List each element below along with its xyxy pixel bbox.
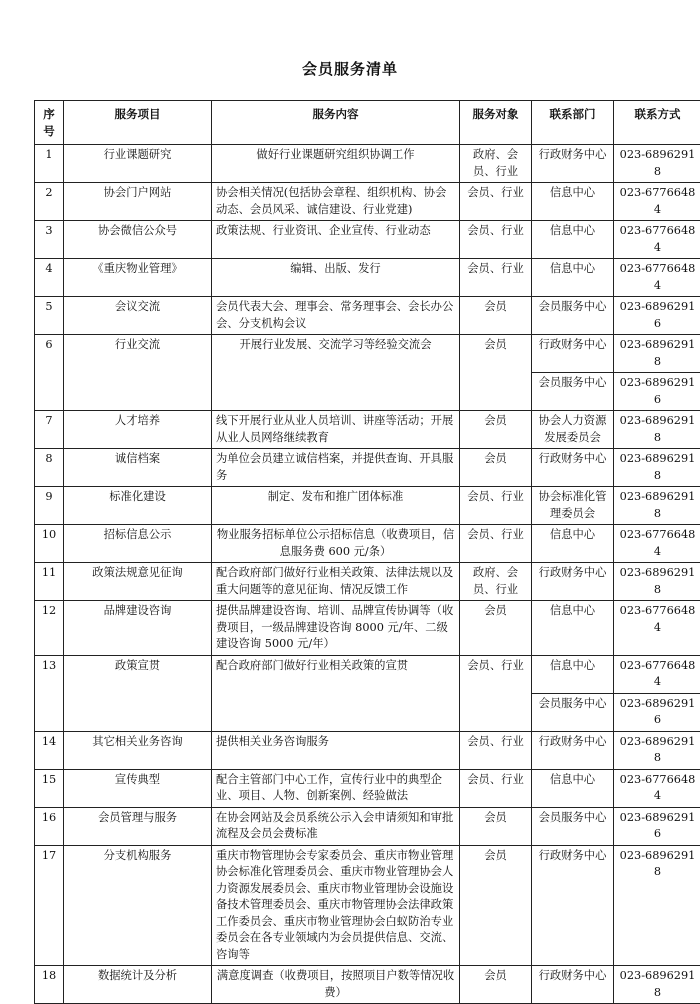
row-number: 18 (35, 966, 64, 1004)
service-content: 为单位会员建立诚信档案，并提供查询、开具服务 (212, 449, 460, 487)
contact-dept: 信息中心 (532, 525, 614, 563)
table-row (35, 731, 700, 769)
service-item: 行业课题研究 (64, 145, 212, 183)
contact-dept: 信息中心 (532, 769, 614, 807)
service-target: 会员 (460, 297, 532, 335)
contact-phone: 023-68962918 (614, 487, 700, 525)
header-item: 服务项目 (64, 101, 212, 145)
contact-dept: 信息中心 (532, 259, 614, 297)
contact-dept: 会员服务中心 (532, 693, 614, 731)
contact-phone: 023-67766484 (614, 769, 700, 807)
service-target: 会员、行业 (460, 731, 532, 769)
row-number: 12 (35, 601, 64, 656)
service-table (34, 100, 700, 1004)
contact-phone: 023-67766484 (614, 655, 700, 693)
contact-dept: 会员服务中心 (532, 297, 614, 335)
service-target: 会员 (460, 335, 532, 411)
service-target: 会员 (460, 966, 532, 1004)
service-target: 政府、会员、行业 (460, 563, 532, 601)
contact-dept: 协会标准化管理委员会 (532, 487, 614, 525)
service-content: 提供品牌建设咨询、培训、品牌宣传协调等（收费项目，一级品牌建设咨询 8000 元/年、二级建设咨询 5000 元/年） (212, 601, 460, 656)
service-item: 分支机构服务 (64, 845, 212, 966)
contact-phone: 023-67766484 (614, 221, 700, 259)
table-header-row (35, 101, 700, 145)
service-target: 会员、行业 (460, 487, 532, 525)
table-row (35, 449, 700, 487)
contact-dept: 行政财务中心 (532, 449, 614, 487)
row-number: 4 (35, 259, 64, 297)
table-row (35, 487, 700, 525)
service-item: 标准化建设 (64, 487, 212, 525)
service-target: 会员 (460, 449, 532, 487)
row-number: 8 (35, 449, 64, 487)
service-content: 制定、发布和推广团体标准 (212, 487, 460, 525)
contact-dept: 会员服务中心 (532, 373, 614, 411)
service-content: 物业服务招标单位公示招标信息（收费项目，信息服务费 600 元/条） (212, 525, 460, 563)
service-item: 诚信档案 (64, 449, 212, 487)
service-item: 其它相关业务咨询 (64, 731, 212, 769)
service-item: 协会微信公众号 (64, 221, 212, 259)
service-item: 会员管理与服务 (64, 807, 212, 845)
row-number: 17 (35, 845, 64, 966)
row-number: 15 (35, 769, 64, 807)
service-content: 协会相关情况(包括协会章程、组织机构、协会动态、会员风采、诚信建设、行业党建) (212, 183, 460, 221)
service-target: 会员、行业 (460, 221, 532, 259)
table-row (35, 601, 700, 656)
contact-phone: 023-68962918 (614, 966, 700, 1004)
row-number: 7 (35, 411, 64, 449)
page-title: 会员服务清单 (0, 58, 700, 79)
contact-phone: 023-67766484 (614, 183, 700, 221)
row-number: 14 (35, 731, 64, 769)
header-phone: 联系方式 (614, 101, 700, 145)
service-target: 会员、行业 (460, 525, 532, 563)
service-item: 政策宣贯 (64, 655, 212, 731)
service-target: 会员、行业 (460, 259, 532, 297)
service-item: 政策法规意见征询 (64, 563, 212, 601)
row-number: 2 (35, 183, 64, 221)
service-item: 招标信息公示 (64, 525, 212, 563)
row-number: 10 (35, 525, 64, 563)
service-item: 《重庆物业管理》 (64, 259, 212, 297)
contact-phone: 023-68962918 (614, 411, 700, 449)
table-row (35, 183, 700, 221)
service-target: 会员 (460, 601, 532, 656)
row-number: 5 (35, 297, 64, 335)
service-content: 满意度调查（收费项目，按照项目户数等情况收费） (212, 966, 460, 1004)
table-row (35, 525, 700, 563)
service-content: 提供相关业务咨询服务 (212, 731, 460, 769)
service-item: 协会门户网站 (64, 183, 212, 221)
service-content: 配合政府部门做好行业相关政策、法律法规以及重大问题等的意见征询、情况反馈工作 (212, 563, 460, 601)
contact-phone: 023-68962916 (614, 693, 700, 731)
table-row (35, 221, 700, 259)
table-row (35, 259, 700, 297)
contact-dept: 协会人力资源发展委员会 (532, 411, 614, 449)
header-dept: 联系部门 (532, 101, 614, 145)
service-item: 行业交流 (64, 335, 212, 411)
service-target: 政府、会员、行业 (460, 145, 532, 183)
contact-dept: 信息中心 (532, 221, 614, 259)
contact-phone: 023-67766484 (614, 601, 700, 656)
service-content: 开展行业发展、交流学习等经验交流会 (212, 335, 460, 411)
service-item: 数据统计及分析 (64, 966, 212, 1004)
service-item: 会议交流 (64, 297, 212, 335)
table-row (35, 845, 700, 966)
contact-phone: 023-68962918 (614, 335, 700, 373)
contact-dept: 行政财务中心 (532, 845, 614, 966)
contact-dept: 信息中心 (532, 655, 614, 693)
header-content: 服务内容 (212, 101, 460, 145)
table-row (35, 145, 700, 183)
service-content: 线下开展行业从业人员培训、讲座等活动；开展从业人员网络继续教育 (212, 411, 460, 449)
service-content: 做好行业课题研究组织协调工作 (212, 145, 460, 183)
service-target: 会员 (460, 845, 532, 966)
contact-dept: 行政财务中心 (532, 966, 614, 1004)
contact-phone: 023-68962916 (614, 373, 700, 411)
contact-dept: 行政财务中心 (532, 335, 614, 373)
table-row (35, 807, 700, 845)
service-content: 重庆市物管理协会专家委员会、重庆市物业管理协会标准化管理委员会、重庆市物业管理协会人力资源发展委员会、重庆市物业管理协会设施设备技术管理委员会、重庆市物管理协会法律政策工作委员会、重庆市物业管理协会白蚁防治专业委员会在各专业领域内为会员提供信息、交流、咨询等 (212, 845, 460, 966)
table-row (35, 411, 700, 449)
row-number: 16 (35, 807, 64, 845)
service-item: 宣传典型 (64, 769, 212, 807)
service-content: 配合主管部门中心工作，宣传行业中的典型企业、项目、人物、创新案例、经验做法 (212, 769, 460, 807)
service-item: 人才培养 (64, 411, 212, 449)
contact-dept: 信息中心 (532, 183, 614, 221)
contact-dept: 会员服务中心 (532, 807, 614, 845)
contact-phone: 023-68962918 (614, 145, 700, 183)
table-row (35, 297, 700, 335)
service-target: 会员 (460, 807, 532, 845)
service-item: 品牌建设咨询 (64, 601, 212, 656)
service-target: 会员 (460, 411, 532, 449)
contact-dept: 行政财务中心 (532, 731, 614, 769)
service-content: 政策法规、行业资讯、企业宣传、行业动态 (212, 221, 460, 259)
service-target: 会员、行业 (460, 655, 532, 731)
service-content: 编辑、出版、发行 (212, 259, 460, 297)
row-number: 9 (35, 487, 64, 525)
service-content: 配合政府部门做好行业相关政策的宣贯 (212, 655, 460, 731)
row-number: 11 (35, 563, 64, 601)
table-body (35, 145, 700, 1004)
table-row (35, 966, 700, 1004)
table-row (35, 563, 700, 601)
table-row (35, 655, 700, 693)
contact-phone: 023-68962918 (614, 449, 700, 487)
service-target: 会员、行业 (460, 769, 532, 807)
row-number: 3 (35, 221, 64, 259)
service-target: 会员、行业 (460, 183, 532, 221)
contact-dept: 信息中心 (532, 601, 614, 656)
contact-dept: 行政财务中心 (532, 563, 614, 601)
contact-dept: 行政财务中心 (532, 145, 614, 183)
header-target: 服务对象 (460, 101, 532, 145)
contact-phone: 023-68962916 (614, 297, 700, 335)
contact-phone: 023-68962918 (614, 845, 700, 966)
table-row (35, 769, 700, 807)
contact-phone: 023-67766484 (614, 525, 700, 563)
contact-phone: 023-67766484 (614, 259, 700, 297)
contact-phone: 023-68962918 (614, 731, 700, 769)
header-no: 序号 (35, 101, 64, 145)
service-content: 在协会网站及会员系统公示入会申请须知和审批流程及会员会费标准 (212, 807, 460, 845)
service-content: 会员代表大会、理事会、常务理事会、会长办公会、分支机构会议 (212, 297, 460, 335)
row-number: 1 (35, 145, 64, 183)
contact-phone: 023-68962918 (614, 563, 700, 601)
table-row (35, 335, 700, 373)
row-number: 13 (35, 655, 64, 731)
contact-phone: 023-68962916 (614, 807, 700, 845)
row-number: 6 (35, 335, 64, 411)
